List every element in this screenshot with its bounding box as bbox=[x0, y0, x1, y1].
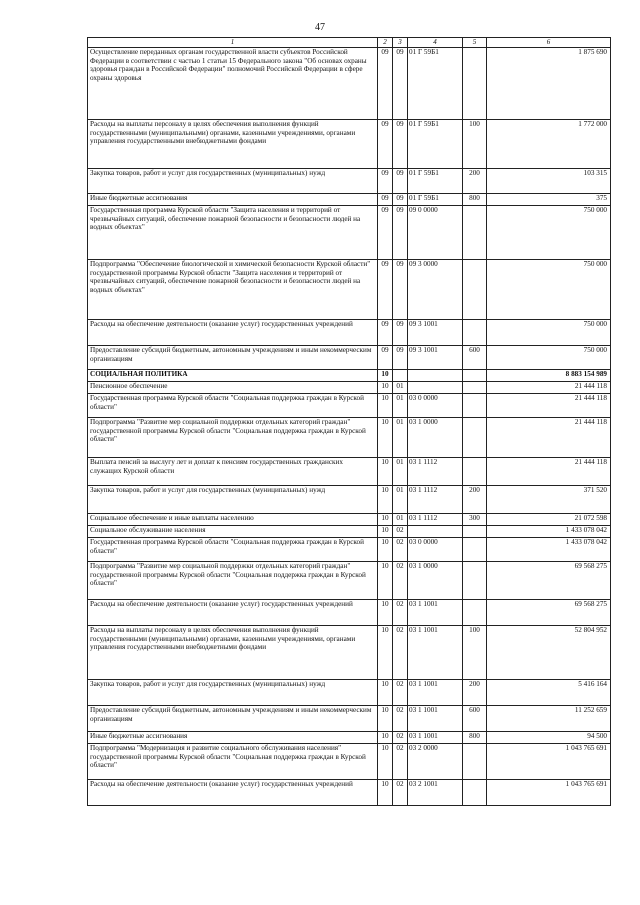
row-name: Подпрограмма "Обеспечение биологической и химической безопасности Курской области" государственной программы Курской области "Защита населения и территорий от чрезвычайных ситуаций, обеспечение пожарной безопасности и безопасности людей на водных объектах" bbox=[88, 260, 378, 320]
row-amount: 69 568 275 bbox=[487, 600, 611, 626]
row-expense-type: 200 bbox=[463, 169, 487, 194]
row-subsection: 02 bbox=[393, 706, 408, 732]
row-name: Государственная программа Курской области "Социальная поддержка граждан в Курской области" bbox=[88, 394, 378, 418]
row-expense-type: 300 bbox=[463, 514, 487, 526]
table-row bbox=[88, 458, 611, 486]
row-subsection: 09 bbox=[393, 346, 408, 370]
row-target-item: 03 2 1001 bbox=[408, 780, 463, 806]
row-name: Расходы на обеспечение деятельности (оказание услуг) государственных учреждений bbox=[88, 320, 378, 346]
row-target-item: 09 0 0000 bbox=[408, 206, 463, 260]
row-target-item: 03 1 0000 bbox=[408, 562, 463, 600]
table-row bbox=[88, 514, 611, 526]
row-subsection: 01 bbox=[393, 382, 408, 394]
row-subsection: 02 bbox=[393, 732, 408, 744]
row-subsection: 09 bbox=[393, 206, 408, 260]
row-amount: 1 043 765 691 bbox=[487, 744, 611, 780]
row-section: 10 bbox=[378, 538, 393, 562]
row-amount: 21 444 118 bbox=[487, 418, 611, 458]
row-amount: 11 252 659 bbox=[487, 706, 611, 732]
row-section: 10 bbox=[378, 458, 393, 486]
row-amount: 750 000 bbox=[487, 346, 611, 370]
table-row bbox=[88, 706, 611, 732]
row-section: 09 bbox=[378, 346, 393, 370]
row-amount: 375 bbox=[487, 194, 611, 206]
header-col-5: 5 bbox=[463, 38, 487, 48]
row-expense-type: 100 bbox=[463, 626, 487, 680]
row-amount: 1 043 765 691 bbox=[487, 780, 611, 806]
page-number: 47 bbox=[315, 22, 325, 33]
row-section: 10 bbox=[378, 732, 393, 744]
table-row bbox=[88, 562, 611, 600]
table-row bbox=[88, 206, 611, 260]
row-section: 10 bbox=[378, 514, 393, 526]
row-section: 10 bbox=[378, 370, 393, 382]
row-subsection: 09 bbox=[393, 120, 408, 169]
row-amount: 8 883 154 989 bbox=[487, 370, 611, 382]
row-expense-type bbox=[463, 562, 487, 600]
row-name: Расходы на выплаты персоналу в целях обеспечения выполнения функций государственными (муниципальными) органами, казенными учреждениями, органами управления государственными внебюджетными фондами bbox=[88, 626, 378, 680]
row-section: 10 bbox=[378, 418, 393, 458]
row-subsection: 02 bbox=[393, 780, 408, 806]
row-expense-type: 100 bbox=[463, 120, 487, 169]
row-subsection: 02 bbox=[393, 744, 408, 780]
row-subsection: 02 bbox=[393, 680, 408, 706]
table-row bbox=[88, 194, 611, 206]
table-row bbox=[88, 538, 611, 562]
row-expense-type bbox=[463, 600, 487, 626]
row-name: Расходы на выплаты персоналу в целях обеспечения выполнения функций государственными (муниципальными) органами, казенными учреждениями, органами управления государственными внебюджетными фондами bbox=[88, 120, 378, 169]
row-target-item: 03 1 1112 bbox=[408, 458, 463, 486]
row-expense-type bbox=[463, 418, 487, 458]
row-expense-type: 200 bbox=[463, 486, 487, 514]
row-subsection: 09 bbox=[393, 194, 408, 206]
row-target-item: 09 3 0000 bbox=[408, 260, 463, 320]
row-name: Подпрограмма "Модернизация и развитие социального обслуживания населения" государственной программы Курской области "Социальная поддержка граждан в Курской области" bbox=[88, 744, 378, 780]
row-target-item: 03 2 0000 bbox=[408, 744, 463, 780]
header-col-6: 6 bbox=[487, 38, 611, 48]
table-row bbox=[88, 346, 611, 370]
row-target-item bbox=[408, 370, 463, 382]
row-subsection: 09 bbox=[393, 169, 408, 194]
row-expense-type bbox=[463, 206, 487, 260]
row-expense-type bbox=[463, 382, 487, 394]
row-section: 10 bbox=[378, 744, 393, 780]
table-row bbox=[88, 169, 611, 194]
row-expense-type bbox=[463, 780, 487, 806]
table-row bbox=[88, 382, 611, 394]
table-row bbox=[88, 744, 611, 780]
header-col-3: 3 bbox=[393, 38, 408, 48]
row-section: 09 bbox=[378, 169, 393, 194]
row-amount: 1 433 078 042 bbox=[487, 538, 611, 562]
table-row bbox=[88, 370, 611, 382]
budget-table bbox=[87, 37, 611, 806]
row-name: Закупка товаров, работ и услуг для государственных (муниципальных) нужд bbox=[88, 169, 378, 194]
row-name: Закупка товаров, работ и услуг для государственных (муниципальных) нужд bbox=[88, 486, 378, 514]
row-subsection: 01 bbox=[393, 514, 408, 526]
row-amount: 750 000 bbox=[487, 260, 611, 320]
row-subsection: 02 bbox=[393, 538, 408, 562]
header-col-2: 2 bbox=[378, 38, 393, 48]
row-amount: 371 520 bbox=[487, 486, 611, 514]
row-subsection: 02 bbox=[393, 562, 408, 600]
row-amount: 1 875 690 bbox=[487, 48, 611, 120]
row-subsection: 09 bbox=[393, 48, 408, 120]
row-target-item: 03 1 1001 bbox=[408, 626, 463, 680]
row-target-item: 03 1 1001 bbox=[408, 732, 463, 744]
row-target-item: 01 Г 59Б1 bbox=[408, 194, 463, 206]
row-name: Осуществление переданных органам государственной власти субъектов Российской Федерации в соответствии с частью 1 статьи 15 Федерального закона "Об основах охраны здоровья граждан в Российской Федерации" полномочий Российской Федерации в сфере охраны здоровья bbox=[88, 48, 378, 120]
row-subsection: 02 bbox=[393, 600, 408, 626]
row-subsection: 01 bbox=[393, 486, 408, 514]
row-section: 10 bbox=[378, 780, 393, 806]
row-section: 10 bbox=[378, 394, 393, 418]
row-subsection bbox=[393, 370, 408, 382]
row-section: 09 bbox=[378, 120, 393, 169]
row-name: Подпрограмма "Развитие мер социальной поддержки отдельных категорий граждан" государственной программы Курской области "Социальная поддержка граждан в Курской области" bbox=[88, 418, 378, 458]
row-section: 10 bbox=[378, 526, 393, 538]
row-target-item: 09 3 1001 bbox=[408, 320, 463, 346]
row-name: Социальное обеспечение и иные выплаты населению bbox=[88, 514, 378, 526]
row-section: 09 bbox=[378, 320, 393, 346]
row-target-item: 03 0 0000 bbox=[408, 538, 463, 562]
table-row bbox=[88, 680, 611, 706]
row-amount: 750 000 bbox=[487, 320, 611, 346]
row-name: Выплата пенсий за выслугу лет и доплат к пенсиям государственных гражданских служащих Курской области bbox=[88, 458, 378, 486]
row-target-item: 03 1 1001 bbox=[408, 600, 463, 626]
row-expense-type: 600 bbox=[463, 346, 487, 370]
header-col-4: 4 bbox=[408, 38, 463, 48]
table-row bbox=[88, 120, 611, 169]
row-amount: 103 315 bbox=[487, 169, 611, 194]
row-expense-type bbox=[463, 744, 487, 780]
row-target-item: 03 1 1001 bbox=[408, 706, 463, 732]
row-amount: 1 433 078 042 bbox=[487, 526, 611, 538]
row-subsection: 01 bbox=[393, 394, 408, 418]
row-subsection: 01 bbox=[393, 458, 408, 486]
row-amount: 94 500 bbox=[487, 732, 611, 744]
row-name: Иные бюджетные ассигнования bbox=[88, 732, 378, 744]
row-section: 10 bbox=[378, 486, 393, 514]
table-row bbox=[88, 486, 611, 514]
table-row bbox=[88, 320, 611, 346]
table-row bbox=[88, 600, 611, 626]
table-row bbox=[88, 394, 611, 418]
row-name: Расходы на обеспечение деятельности (оказание услуг) государственных учреждений bbox=[88, 780, 378, 806]
row-amount: 52 804 952 bbox=[487, 626, 611, 680]
table-row bbox=[88, 732, 611, 744]
row-target-item: 01 Г 59Б1 bbox=[408, 120, 463, 169]
row-name: Государственная программа Курской области "Защита населения и территорий от чрезвычайных ситуаций, обеспечение пожарной безопасности и безопасности людей на водных объектах" bbox=[88, 206, 378, 260]
row-section: 10 bbox=[378, 382, 393, 394]
row-section: 10 bbox=[378, 562, 393, 600]
row-target-item: 01 Г 59Б1 bbox=[408, 48, 463, 120]
row-target-item: 09 3 1001 bbox=[408, 346, 463, 370]
row-subsection: 02 bbox=[393, 626, 408, 680]
row-expense-type: 800 bbox=[463, 732, 487, 744]
row-subsection: 09 bbox=[393, 320, 408, 346]
row-name: Иные бюджетные ассигнования bbox=[88, 194, 378, 206]
row-expense-type: 800 bbox=[463, 194, 487, 206]
row-name: Социальное обслуживание населения bbox=[88, 526, 378, 538]
row-target-item: 01 Г 59Б1 bbox=[408, 169, 463, 194]
table-row bbox=[88, 626, 611, 680]
row-expense-type bbox=[463, 48, 487, 120]
row-name: Закупка товаров, работ и услуг для государственных (муниципальных) нужд bbox=[88, 680, 378, 706]
row-subsection: 02 bbox=[393, 526, 408, 538]
row-expense-type bbox=[463, 260, 487, 320]
row-amount: 5 416 164 bbox=[487, 680, 611, 706]
row-expense-type bbox=[463, 370, 487, 382]
row-name: Пенсионное обеспечение bbox=[88, 382, 378, 394]
row-section: 09 bbox=[378, 260, 393, 320]
row-name: Предоставление субсидий бюджетным, автономным учреждениям и иным некоммерческим организациям bbox=[88, 346, 378, 370]
row-target-item: 03 1 0000 bbox=[408, 418, 463, 458]
row-expense-type: 200 bbox=[463, 680, 487, 706]
header-col-1: 1 bbox=[88, 38, 378, 48]
table-row bbox=[88, 418, 611, 458]
row-amount: 21 444 118 bbox=[487, 382, 611, 394]
table-header-row bbox=[88, 38, 611, 48]
row-amount: 1 772 000 bbox=[487, 120, 611, 169]
row-section: 10 bbox=[378, 706, 393, 732]
row-amount: 21 444 118 bbox=[487, 394, 611, 418]
row-expense-type bbox=[463, 394, 487, 418]
row-section: 10 bbox=[378, 600, 393, 626]
row-target-item: 03 0 0000 bbox=[408, 394, 463, 418]
row-name: Государственная программа Курской области "Социальная поддержка граждан в Курской области" bbox=[88, 538, 378, 562]
row-name: Подпрограмма "Развитие мер социальной поддержки отдельных категорий граждан" государственной программы Курской области "Социальная поддержка граждан в Курской области" bbox=[88, 562, 378, 600]
row-section: 09 bbox=[378, 194, 393, 206]
table-row bbox=[88, 48, 611, 120]
row-amount: 21 444 118 bbox=[487, 458, 611, 486]
row-target-item: 03 1 1112 bbox=[408, 514, 463, 526]
row-target-item bbox=[408, 382, 463, 394]
row-expense-type bbox=[463, 458, 487, 486]
row-target-item: 03 1 1001 bbox=[408, 680, 463, 706]
table-row bbox=[88, 260, 611, 320]
row-expense-type: 600 bbox=[463, 706, 487, 732]
table-row bbox=[88, 526, 611, 538]
row-expense-type bbox=[463, 538, 487, 562]
row-section: 10 bbox=[378, 626, 393, 680]
row-name: СОЦИАЛЬНАЯ ПОЛИТИКА bbox=[88, 370, 378, 382]
row-expense-type bbox=[463, 526, 487, 538]
row-amount: 21 072 598 bbox=[487, 514, 611, 526]
table-row bbox=[88, 780, 611, 806]
row-section: 09 bbox=[378, 206, 393, 260]
row-section: 10 bbox=[378, 680, 393, 706]
row-target-item bbox=[408, 526, 463, 538]
row-expense-type bbox=[463, 320, 487, 346]
row-amount: 750 000 bbox=[487, 206, 611, 260]
row-subsection: 09 bbox=[393, 260, 408, 320]
row-name: Расходы на обеспечение деятельности (оказание услуг) государственных учреждений bbox=[88, 600, 378, 626]
row-subsection: 01 bbox=[393, 418, 408, 458]
row-section: 09 bbox=[378, 48, 393, 120]
row-target-item: 03 1 1112 bbox=[408, 486, 463, 514]
row-name: Предоставление субсидий бюджетным, автономным учреждениям и иным некоммерческим организациям bbox=[88, 706, 378, 732]
row-amount: 69 568 275 bbox=[487, 562, 611, 600]
